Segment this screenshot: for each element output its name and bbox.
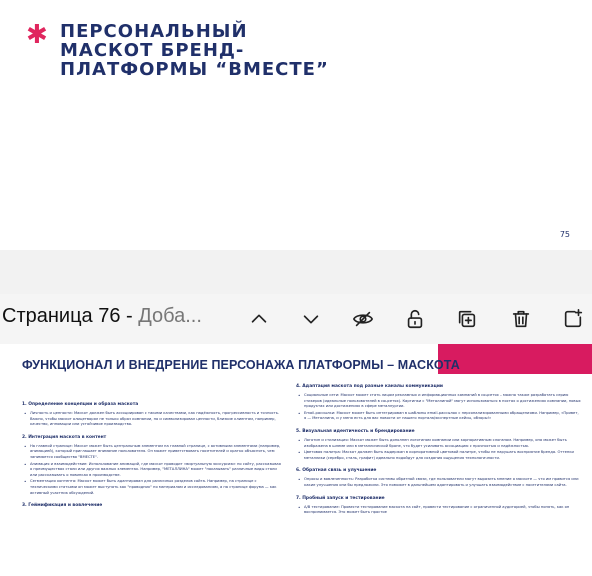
bullet-item: • Логотип и стилизация: Маскот может быть дополнен логотипом компании или корпоративным слоганом. Например, она может быть изображена в шлеме или в металлической броне, что будет усиливать ассоциацию с прочностью и надёжностью. <box>296 438 582 449</box>
page-number: 75 <box>559 230 570 239</box>
page-heading: ПЕРСОНАЛЬНЫЙ МАСКОТ БРЕНД- ПЛАТФОРМЫ “ВМЕСТЕ” <box>60 21 329 80</box>
page-75 <box>0 0 592 250</box>
trash-icon <box>510 308 532 330</box>
page-heading: ФУНКЦИОНАЛ И ВНЕДРЕНИЕ ПЕРСОНАЖА ПЛАТФОРМЫ – МАСКОТА <box>22 358 460 372</box>
bullet-list <box>296 393 582 422</box>
bullet-item: • Email-рассылки: Маскот может быть интегрирован в шаблоны email-рассылок с персонализированными обращениями. Например, «Привет, я — Металлина, и у меня есть для вас новости от нашего портала/экспертные кейсы, обзоры!» <box>296 411 582 422</box>
chevron-up-icon <box>248 308 270 330</box>
section-heading: 6. Обратная связь и улучшение <box>296 468 377 474</box>
section-heading: 3. Геймификация и вовлечение <box>22 503 103 509</box>
page-title-muted: Доба... <box>138 305 202 327</box>
content-section <box>296 384 582 422</box>
page-toolbar <box>0 294 592 344</box>
asterisk-icon: ✱ <box>26 20 48 50</box>
accent-bar <box>438 344 592 374</box>
bullet-item: • Цветовая палитра: Маскот должен быть выдержан в корпоративной цветовой палитре, чтобы не нарушать восприятие бренда. Оттенки металлики (серебро, сталь, графит) идеально подойдут для создания ощущения технологичности. <box>296 450 582 461</box>
section-heading: 5. Визуальная идентичность и брендирование <box>296 428 415 434</box>
delete-page-button[interactable] <box>506 304 536 334</box>
add-page-icon <box>456 308 478 330</box>
content-section <box>296 496 582 516</box>
section-heading: 7. Пробный запуск и тестирование <box>296 495 385 501</box>
content-section <box>296 429 582 461</box>
move-up-button[interactable] <box>244 304 274 334</box>
content-section <box>296 468 582 488</box>
section-heading: 4. Адаптация маскота под разные каналы коммуникации <box>296 384 444 389</box>
duplicate-page-button[interactable] <box>452 304 482 334</box>
add-page-button[interactable] <box>558 304 588 334</box>
content-section <box>22 402 284 428</box>
page-title-main: Страница 76 - <box>2 305 139 327</box>
bullet-list <box>296 438 582 461</box>
bullet-item: • Опросы и вовлеченность: Разработка системы обратной связи, где пользователи могут выразить мнение о маскоте — что им нравится или какие улучшения они бы предложили. Это поможет в дальнейшем адаптировать и улучшать взаимодействие с посетителями сайта. <box>296 477 582 488</box>
page-76[interactable] <box>0 344 592 576</box>
eye-off-icon <box>352 308 374 330</box>
chevron-down-icon <box>300 308 322 330</box>
section-heading: 2. Интеграция маскота в контент <box>22 434 107 440</box>
bullet-item: • Личность и ценности: Маскот должен быть ассоциирован с такими качествами, как надёжность, прогрессивность и точность. Важно, чтобы маскот олицетворял не только образ компании, но и символизировал ценности, близкие клиентам, например, качество, инновации или устойчивое производство. <box>22 411 284 428</box>
bullet-list <box>22 411 284 428</box>
hide-page-button[interactable] <box>348 304 378 334</box>
move-down-button[interactable] <box>296 304 326 334</box>
bullet-item: • A/B тестирование: Провести тестирование маскота на сайт, провести тестирование с ограниченной аудиторией, чтобы понять, как он воспринимается. Это может быть простое <box>296 505 582 516</box>
page-title-label[interactable] <box>2 305 202 328</box>
bullet-item: • На главной странице: Маскот может быть центральным элементом на главной странице, с активными элементами (например, анимацией), который приглашает внимание пользователя. Он может приветствовать посетителей и кратко объяснять, чем занимается сообщество "ВМЕСТЕ". <box>22 444 284 461</box>
content-section <box>22 435 284 496</box>
page-gap <box>0 250 592 294</box>
bullet-item: • Социальные сети: Маскот может стать лицом рекламных и информационных кампаний в соцсетях – можно также разработать серию стикеров (идеальные пользователей в соцсетях). Картинки с "Металлиной" могут использоваться в постах о достижениях компании, новых продуктах или достижениях в сфере металлургии. <box>296 393 582 410</box>
bullet-list <box>296 477 582 488</box>
unlock-icon <box>404 308 426 330</box>
left-column <box>22 402 284 516</box>
lock-page-button[interactable] <box>400 304 430 334</box>
bullet-list <box>22 444 284 496</box>
bullet-item: • Анимация и взаимодействие: Использование анимаций, где маскот проводит «виртуальную экскурсию» по сайту, рассказывая о преимуществах стали или других важных элементах. Например, "МЕТАЛЛИНА" может "показывать" различные виды стали или рассказывать о новинках в производстве. <box>22 462 284 479</box>
bullet-item: • Сегментация контента: Маскот может быть адаптирован для различных разделов сайта. Например, на странице с техническими статьями он может выступать как "проводник" по материалам и исследованиям, а на странице форума — как активный участник обсуждений. <box>22 479 284 496</box>
section-heading: 1. Определение концепции и образа маскота <box>22 402 139 407</box>
right-column <box>296 384 582 523</box>
bullet-list <box>296 505 582 516</box>
add-plus-icon <box>562 308 584 330</box>
content-section <box>22 503 284 509</box>
